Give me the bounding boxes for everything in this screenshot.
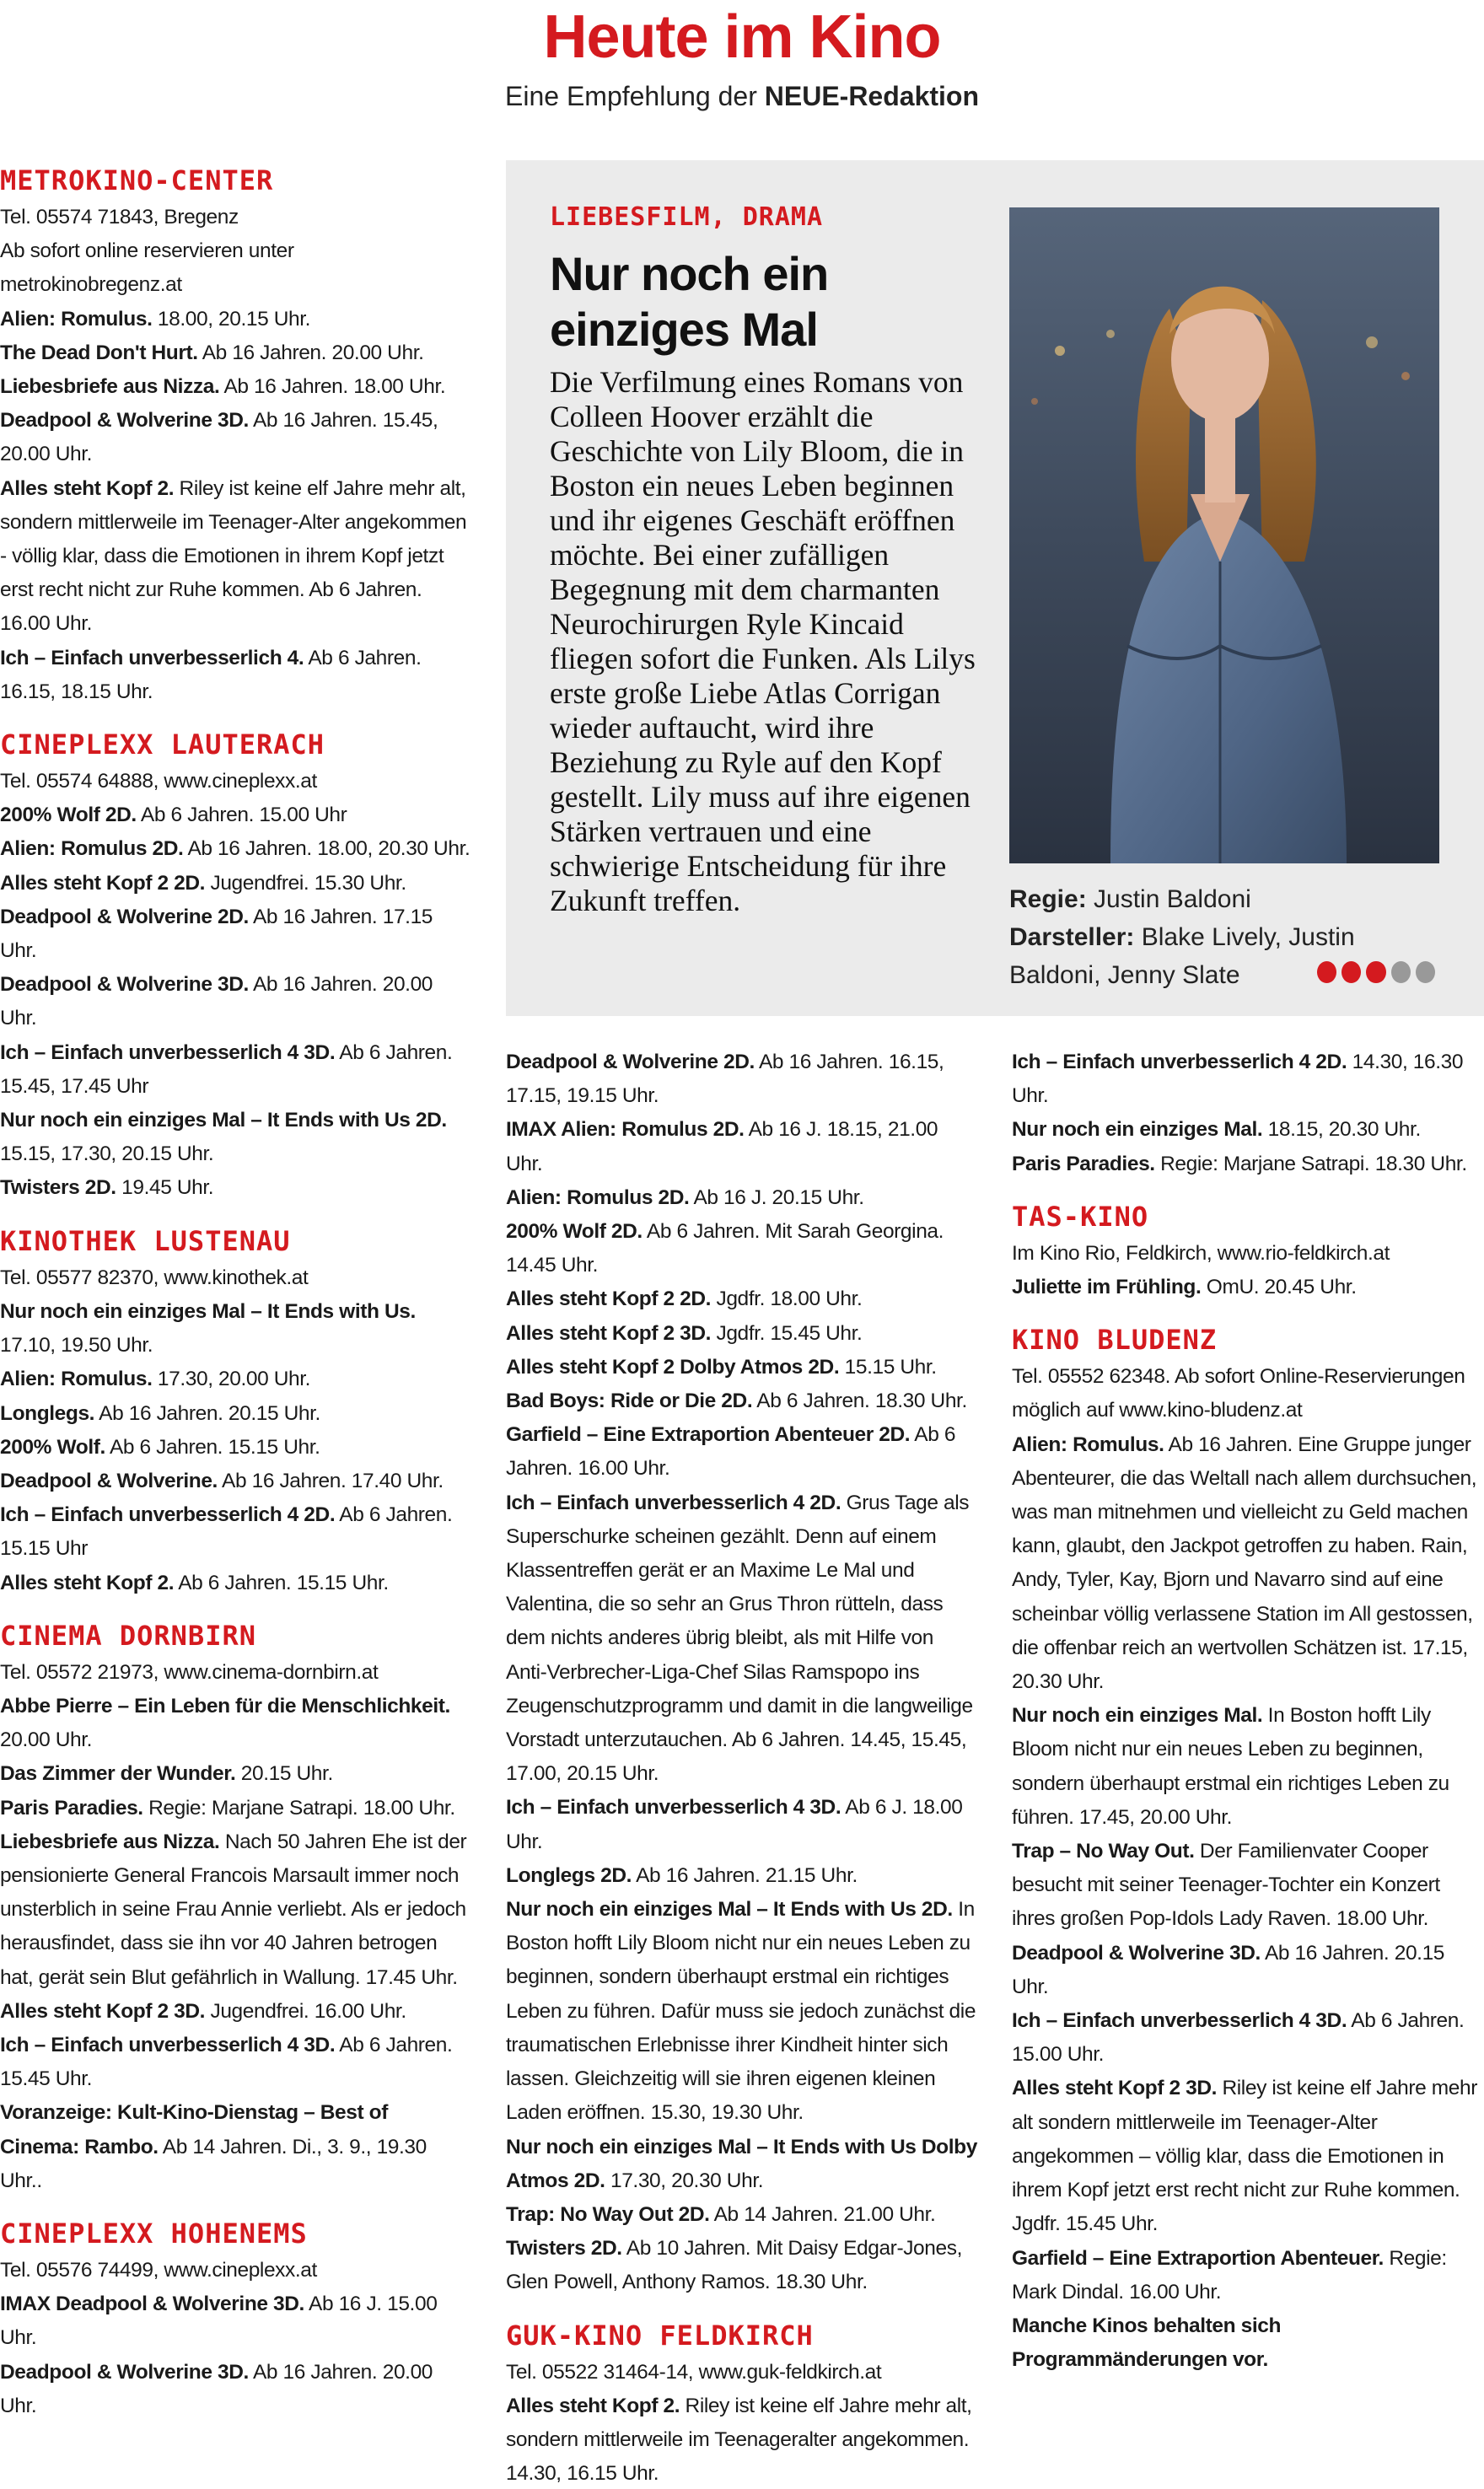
rating-dot-filled	[1317, 961, 1336, 983]
film-details: Ab 16 Jahren. 21.15 Uhr.	[632, 1863, 858, 1887]
listing-entry	[0, 1995, 472, 2029]
film-title: Alien: Romulus.	[1012, 1433, 1164, 1456]
film-details: Ab 16 Jahren. 20.15 Uhr.	[1012, 1941, 1445, 1998]
cinema-name: CINEPLEXX HOHENEMS	[0, 2217, 308, 2250]
rating-dot-filled	[1366, 961, 1385, 983]
film-title: 200% Wolf 2D.	[506, 1220, 643, 1244]
listing-entry	[0, 1792, 472, 1825]
film-details: Ab 16 J. 18.15, 21.00 Uhr.	[506, 1118, 938, 1175]
listing-entry	[0, 798, 472, 832]
film-title: Deadpool & Wolverine 3D.	[0, 2360, 249, 2384]
film-details: Regie: Mark Dindal. 16.00 Uhr.	[1012, 2246, 1447, 2304]
film-title: Garfield – Eine Extraportion Abenteuer.	[1012, 2246, 1384, 2270]
director-name: Justin Baldoni	[1094, 885, 1251, 913]
film-title: Ich – Einfach unverbesserlich 4 2D.	[0, 1503, 336, 1527]
listing-entry	[0, 472, 472, 642]
listing-entry	[506, 1384, 978, 1418]
film-details: In Boston hofft Lily Bloom nicht nur ein neues Leben zu beginnen, sondern überhaupt erstmal ein richtiges Leben zu führen. 17.45, 20.00 Uhr.	[1012, 1704, 1449, 1829]
listing-entry	[1012, 2309, 1484, 2377]
listing-entry	[506, 1418, 978, 1486]
listing-entry	[1012, 1835, 1484, 1937]
film-details: 14.30, 16.30 Uhr.	[1012, 1051, 1464, 1108]
film-details: 20.00 Uhr.	[0, 1728, 93, 1752]
cast-names: Blake Lively, Justin Baldoni, Jenny Slate	[1009, 923, 1355, 989]
listing-entry	[0, 1397, 472, 1431]
film-details: Ab 16 Jahren. 16.15, 17.15, 19.15 Uhr.	[506, 1051, 944, 1108]
listing-entry	[506, 1893, 978, 2130]
film-title: Deadpool & Wolverine.	[0, 1469, 218, 1492]
film-title: Nur noch ein einziges Mal – It Ends with Us 2D.	[0, 1109, 447, 1132]
actress-photo-illustration	[1009, 207, 1439, 863]
rating-dot-empty	[1391, 961, 1411, 983]
film-details: Ab 6 Jahren. 18.30 Uhr.	[752, 1390, 967, 1413]
film-title: Nur noch ein einziges Mal.	[1012, 1704, 1263, 1728]
film-title: Nur noch ein einziges Mal – It Ends with Us Dolby Atmos 2D.	[506, 2135, 977, 2192]
listing-column-2	[506, 1046, 978, 2489]
film-title: Deadpool & Wolverine 3D.	[1012, 1941, 1261, 1965]
listing-entry	[1012, 1237, 1484, 1271]
film-details: Ab 16 Jahren. Eine Gruppe junger Abenteurer, die das Weltall nach allem durchsuchen, was man mitnehmen und vielleicht zu Geld machen kann, glaubt, den Jackpot getroffen zu haben. Rain, Andy, Tyler, Kay, Bjorn und Navarro sind auf eine scheinbar völlig verlassene Station im All gestossen, die offenbar reich an wertvollen Schätzen ist. 17.15, 20.30 Uhr.	[1012, 1433, 1477, 1694]
film-title: Twisters 2D.	[506, 2237, 622, 2261]
film-details: In Boston hofft Lily Bloom nicht nur ein neues Leben zu beginnen, sondern überhaupt erstmal ein richtiges Leben zu führen. Dafür muss sie jedoch zunächst die traumatischen Erlebnisse ihrer Kindheit hinter sich lassen. Gleichzeitig will sie ihren eigenen kleinen Laden eröffnen. 15.30, 19.30 Uhr.	[506, 1898, 976, 2125]
listing-entry	[0, 303, 472, 336]
listing-entry	[0, 1690, 472, 1757]
film-details: Ab 6 Jahren. 15.15 Uhr	[0, 1503, 453, 1561]
film-title: Longlegs 2D.	[506, 1863, 632, 1887]
film-details: Ab 16 Jahren. 17.15 Uhr.	[0, 905, 433, 963]
listing-entry	[0, 1498, 472, 1566]
film-title: Alles steht Kopf 2.	[0, 476, 175, 500]
film-details: Ab 14 Jahren. Di., 3. 9., 19.30 Uhr..	[0, 2135, 427, 2192]
listing-entry	[0, 867, 472, 900]
feature-genre: LIEBESFILM, DRAMA	[550, 202, 824, 232]
listing-entry	[0, 336, 472, 370]
listing-entry	[1012, 1148, 1484, 1181]
listing-entry	[0, 2254, 472, 2287]
subtitle-bold: NEUE-Redaktion	[764, 81, 979, 111]
listing-column-3	[1012, 1046, 1484, 2377]
listing-entry	[0, 1757, 472, 1791]
listing-entry	[1012, 1046, 1484, 1113]
listing-entry	[0, 234, 472, 302]
listing-entry	[1012, 1699, 1484, 1835]
film-title: 200% Wolf 2D.	[0, 804, 137, 827]
listing-entry	[0, 1363, 472, 1396]
subtitle-prefix: Eine Empfehlung der	[505, 81, 765, 111]
listing-entry	[506, 2390, 978, 2489]
listing-entry	[1012, 1113, 1484, 1147]
listing-entry	[0, 1261, 472, 1295]
listing-entry	[506, 2356, 978, 2390]
cinema-name: TAS-KINO	[1012, 1200, 1149, 1233]
cinema-name: KINO BLUDENZ	[1012, 1324, 1218, 1357]
film-details: Ab 16 Jahren. 18.00 Uhr.	[219, 375, 446, 399]
director-label: Regie:	[1009, 885, 1087, 913]
listing-entry	[0, 2287, 472, 2355]
rating-dots	[1317, 961, 1435, 985]
film-title: Trap – No Way Out.	[1012, 1840, 1195, 1863]
film-title: Alles steht Kopf 2 3D.	[1012, 2077, 1218, 2100]
film-details: Jugendfrei. 15.30 Uhr.	[205, 871, 406, 895]
listing-entry	[1012, 2242, 1484, 2309]
film-title: Alles steht Kopf 2 3D.	[506, 1321, 712, 1345]
film-details: Regie: Marjane Satrapi. 18.00 Uhr.	[142, 1796, 455, 1820]
film-details: Ab 6 Jahren. 15.00 Uhr.	[1012, 2009, 1465, 2067]
cinema-name: CINEMA DORNBIRN	[0, 1619, 256, 1652]
listing-entry	[0, 2096, 472, 2198]
listing-column-1	[0, 160, 472, 2423]
film-details: Der Familienvater Cooper besucht mit seiner Teenager-Tochter ein Konzert ihres großen Pop-Idols Lady Raven. 18.00 Uhr.	[1012, 1840, 1440, 1931]
page-subtitle	[0, 79, 1484, 113]
film-title: Ich – Einfach unverbesserlich 4 3D.	[0, 2033, 336, 2056]
film-details: Ab 6 Jahren. 15.15 Uhr.	[174, 1571, 389, 1594]
film-title: Bad Boys: Ride or Die 2D.	[506, 1390, 753, 1413]
listing-entry	[506, 1791, 978, 1858]
listing-entry	[0, 832, 472, 866]
film-details: Riley ist keine elf Jahre mehr alt, sondern mittlerweile im Teenageralter angekommen. 14.30, 16.15 Uhr.	[506, 2394, 972, 2486]
film-title: Ich – Einfach unverbesserlich 4 2D.	[1012, 1051, 1347, 1073]
listing-entry	[506, 1282, 978, 1316]
listing-entry	[0, 370, 472, 404]
listing-entry	[0, 900, 472, 968]
film-title: Nur noch ein einziges Mal – It Ends with Us.	[0, 1299, 416, 1323]
listing-entry	[506, 1215, 978, 1282]
film-title: IMAX Deadpool & Wolverine 3D.	[0, 2293, 304, 2316]
listing-entry	[0, 1295, 472, 1363]
film-details: Ab 16 Jahren. 20.15 Uhr.	[94, 1401, 320, 1425]
listing-entry	[0, 1825, 472, 1995]
film-title: Liebesbriefe aus Nizza.	[0, 375, 220, 399]
film-title: Twisters 2D.	[0, 1176, 116, 1200]
film-details: Ab 6 J. 18.00 Uhr.	[506, 1796, 963, 1853]
film-details: Riley ist keine elf Jahre mehr alt, sondern mittlerweile im Teenager-Alter angekommen - völlig klar, dass die Emotionen in ihrem Kopf jetzt erst recht nicht zur Ruhe kommen. Ab 6 Jahren. 16.00 Uhr.	[0, 476, 467, 636]
film-details: Regie: Marjane Satrapi. 18.30 Uhr.	[1154, 1152, 1467, 1175]
listing-entry	[1012, 2004, 1484, 2072]
film-details: 18.15, 20.30 Uhr.	[1262, 1118, 1421, 1142]
film-title: Alles steht Kopf 2 3D.	[0, 1999, 206, 2023]
film-details: Ab 16 Jahren. 20.00 Uhr.	[0, 2360, 433, 2417]
cinema-name: GUK-KINO FELDKIRCH	[506, 2319, 814, 2352]
film-details: 17.30, 20.30 Uhr.	[605, 2169, 764, 2192]
film-details: Ab 14 Jahren. 21.00 Uhr.	[709, 2202, 936, 2226]
film-details: Grus Tage als Superschurke scheinen gezählt. Denn auf einem Klassentreffen gerät er an Maxime Le Mal und Valentina, die so sehr an Grus Thron rütteln, dass dem nichts anderes übrig bleibt, als mit Hilfe von Anti-Verbrecher-Liga-Chef Silas Ramspopo ins Zeugenschutzprogramm und damit in die langweilige Vorstadt unterzutauchen. Ab 6 Jahren. 14.45, 15.45, 17.00, 20.15 Uhr.	[506, 1491, 973, 1786]
film-title: Alles steht Kopf 2.	[506, 2394, 680, 2417]
film-details: 17.30, 20.00 Uhr.	[152, 1368, 311, 1391]
film-details: Ab 16 Jahren. 20.00 Uhr.	[0, 973, 433, 1030]
listing-entry	[1012, 1271, 1484, 1304]
film-title: Paris Paradies.	[0, 1796, 143, 1820]
film-title: Ich – Einfach unverbesserlich 4 3D.	[0, 1040, 336, 1064]
listing-entry	[0, 404, 472, 471]
listing-entry	[1012, 1937, 1484, 2004]
film-title: Alien: Romulus 2D.	[506, 1185, 690, 1209]
film-title: Alles steht Kopf 2.	[0, 1571, 175, 1594]
film-details: Ab 6 Jahren. 16.15, 18.15 Uhr.	[0, 646, 422, 703]
film-title: Manche Kinos behalten sich Programmänderungen vor.	[1012, 2314, 1282, 2372]
film-details: Ab 6 Jahren. 15.45 Uhr.	[0, 2033, 453, 2091]
listing-entry	[1012, 2072, 1484, 2241]
film-title: Deadpool & Wolverine 3D.	[0, 409, 249, 433]
film-details: Ab sofort online reservieren unter metrokinobregenz.at	[0, 239, 294, 297]
film-details: Ab 6 Jahren. Mit Sarah Georgina. 14.45 Uhr.	[506, 1220, 944, 1277]
film-title: 200% Wolf.	[0, 1435, 105, 1459]
listing-entry	[0, 2029, 472, 2096]
film-details: Ab 6 Jahren. 15.45, 17.45 Uhr	[0, 1040, 453, 1098]
film-details: 15.15 Uhr.	[839, 1355, 937, 1379]
film-details: Nach 50 Jahren Ehe ist der pensionierte General Francois Marsault immer noch unsterblich in seine Frau Annie verliebt. Als er jedoch herausfindet, dass sie ihn vor 40 Jahren betrogen hat, gerät sein Blut gefährlich in Wallung. 17.45 Uhr.	[0, 1830, 467, 1989]
listing-entry	[0, 1036, 472, 1104]
film-details: Ab 16 Jahren. 15.45, 20.00 Uhr.	[0, 409, 438, 466]
cast-label: Darsteller:	[1009, 923, 1135, 951]
film-details: Ab 6 Jahren. 15.00 Uhr	[136, 804, 347, 827]
listing-entry	[1012, 1428, 1484, 1700]
listing-entry	[0, 968, 472, 1035]
film-title: Alles steht Kopf 2 Dolby Atmos 2D.	[506, 1355, 840, 1379]
film-details: 17.10, 19.50 Uhr.	[0, 1334, 153, 1357]
film-details: 18.00, 20.15 Uhr.	[152, 307, 311, 331]
film-title: Alles steht Kopf 2 2D.	[506, 1288, 712, 1311]
film-title: Paris Paradies.	[1012, 1152, 1155, 1175]
listing-entry	[0, 765, 472, 798]
film-title: Das Zimmer der Wunder.	[0, 1762, 236, 1786]
listing-entry	[506, 1317, 978, 1351]
listing-entry	[1012, 1360, 1484, 1427]
film-title: Liebesbriefe aus Nizza.	[0, 1830, 220, 1853]
feature-title: Nur noch ein einziges Mal	[550, 247, 829, 356]
film-details: Tel. 05574 64888, www.cineplexx.at	[0, 770, 317, 793]
film-title: Alien: Romulus.	[0, 1368, 153, 1391]
film-title: Garfield – Eine Extraportion Abenteuer 2D.	[506, 1423, 911, 1447]
film-details: Ab 10 Jahren. Mit Daisy Edgar-Jones, Glen Powell, Anthony Ramos. 18.30 Uhr.	[506, 2237, 962, 2294]
film-title: Voranzeige: Kult-Kino-Dienstag – Best of Cinema: Rambo.	[0, 2101, 388, 2158]
film-title: Alien: Romulus.	[0, 307, 153, 331]
film-details: Ab 16 J. 20.15 Uhr.	[689, 1185, 864, 1209]
film-details: Ab 6 Jahren. 15.15 Uhr.	[105, 1435, 320, 1459]
film-details: 20.15 Uhr.	[235, 1762, 333, 1786]
film-details: Ab 16 Jahren. 18.00, 20.30 Uhr.	[183, 837, 470, 861]
film-title: Alien: Romulus 2D.	[0, 837, 184, 861]
listing-entry	[506, 1113, 978, 1180]
film-title: Alles steht Kopf 2 2D.	[0, 871, 206, 895]
listing-entry	[506, 1351, 978, 1384]
film-title: Ich – Einfach unverbesserlich 4 3D.	[506, 1796, 841, 1820]
film-details: Jugendfrei. 16.00 Uhr.	[205, 1999, 406, 2023]
film-title: Nur noch ein einziges Mal.	[1012, 1118, 1263, 1142]
film-details: Tel. 05574 71843, Bregenz	[0, 206, 239, 228]
film-details: 19.45 Uhr.	[116, 1176, 214, 1200]
listing-entry	[506, 1046, 978, 1113]
feature-text: Die Verfilmung eines Romans von Colleen Hoover erzählt die Geschichte von Lily Bloom, die in Boston ein neues Leben beginnen und ihr eigenes Geschäft eröffnen möchte. Bei einer zufälligen Begegnung mit dem charmanten Neurochirurgen Ryle Kincaid fliegen sofort die Funken. Als Lilys erste große Liebe Atlas Corrigan wieder auftaucht, wird ihre Beziehung zu Ryle auf den Kopf gestellt. Lily muss auf ihre eigenen Stärken vertrauen und eine schwierige Entscheidung für ihre Zukunft treffen.	[550, 365, 976, 917]
film-details: Im Kino Rio, Feldkirch, www.rio-feldkirch.at	[1012, 1241, 1390, 1265]
listing-entry	[0, 2356, 472, 2423]
listing-entry	[0, 1431, 472, 1465]
film-details: 15.15, 17.30, 20.15 Uhr.	[0, 1142, 214, 1166]
film-title: Trap: No Way Out 2D.	[506, 2202, 710, 2226]
film-details: Tel. 05576 74499, www.cineplexx.at	[0, 2258, 317, 2282]
film-details: Tel. 05552 62348. Ab sofort Online-Reservierungen möglich auf www.kino-bludenz.at	[1012, 1365, 1465, 1422]
listing-entry	[0, 1465, 472, 1498]
film-details: Jgdfr. 18.00 Uhr.	[711, 1288, 863, 1311]
listing-entry	[506, 2232, 978, 2299]
listing-entry	[0, 642, 472, 709]
film-title: Abbe Pierre – Ein Leben für die Menschlichkeit.	[0, 1694, 450, 1718]
film-details: Ab 16 Jahren. 17.40 Uhr.	[217, 1469, 444, 1492]
listing-entry	[0, 1171, 472, 1205]
cinema-name: CINEPLEXX LAUTERACH	[0, 728, 325, 761]
film-details: OmU. 20.45 Uhr.	[1201, 1276, 1357, 1299]
cinema-name: KINOTHEK LUSTENAU	[0, 1224, 291, 1257]
film-title: Deadpool & Wolverine 2D.	[0, 905, 249, 928]
film-title: Ich – Einfach unverbesserlich 4 2D.	[506, 1491, 841, 1514]
listing-entry	[0, 1567, 472, 1600]
film-details: Tel. 05572 21973, www.cinema-dornbirn.at	[0, 1660, 379, 1684]
rating-dot-filled	[1342, 961, 1361, 983]
film-details: Riley ist keine elf Jahre mehr alt sondern mittlerweile im Teenager-Alter angekommen – völlig klar, dass die Emotionen in ihrem Kopf jetzt erst recht nicht zur Ruhe kommen. Jgdfr. 15.45 Uhr.	[1012, 2077, 1478, 2236]
film-title: Ich – Einfach unverbesserlich 4.	[0, 646, 304, 669]
film-title: Deadpool & Wolverine 3D.	[0, 973, 249, 997]
film-title: Longlegs.	[0, 1401, 95, 1425]
listing-entry	[506, 1859, 978, 1893]
film-details: Ab 6 Jahren. 16.00 Uhr.	[506, 1423, 956, 1481]
film-title: Nur noch ein einziges Mal – It Ends with Us 2D.	[506, 1898, 953, 1922]
page-title: Heute im Kino	[543, 3, 941, 71]
film-title: IMAX Alien: Romulus 2D.	[506, 1118, 745, 1142]
listing-entry	[0, 1656, 472, 1690]
film-title: The Dead Don't Hurt.	[0, 341, 198, 364]
film-title: Ich – Einfach unverbesserlich 4 3D.	[1012, 2009, 1347, 2033]
feature-photo	[1009, 207, 1439, 863]
director-line	[1009, 880, 1448, 918]
listing-entry	[506, 1181, 978, 1215]
film-details: Jgdfr. 15.45 Uhr.	[711, 1321, 863, 1345]
listing-entry	[506, 2198, 978, 2232]
listing-entry	[0, 1104, 472, 1171]
film-details: Tel. 05577 82370, www.kinothek.at	[0, 1266, 309, 1289]
rating-dot-empty	[1416, 961, 1435, 983]
film-title: Deadpool & Wolverine 2D.	[506, 1051, 755, 1073]
listing-entry	[0, 201, 472, 234]
listing-entry	[506, 2131, 978, 2198]
film-details: Ab 16 J. 15.00 Uhr.	[0, 2293, 438, 2350]
cinema-name: METROKINO-CENTER	[0, 164, 274, 196]
film-details: Tel. 05522 31464-14, www.guk-feldkirch.at	[506, 2360, 882, 2384]
film-details: Ab 16 Jahren. 20.00 Uhr.	[197, 341, 424, 364]
film-title: Juliette im Frühling.	[1012, 1276, 1202, 1299]
listing-entry	[506, 1486, 978, 1792]
